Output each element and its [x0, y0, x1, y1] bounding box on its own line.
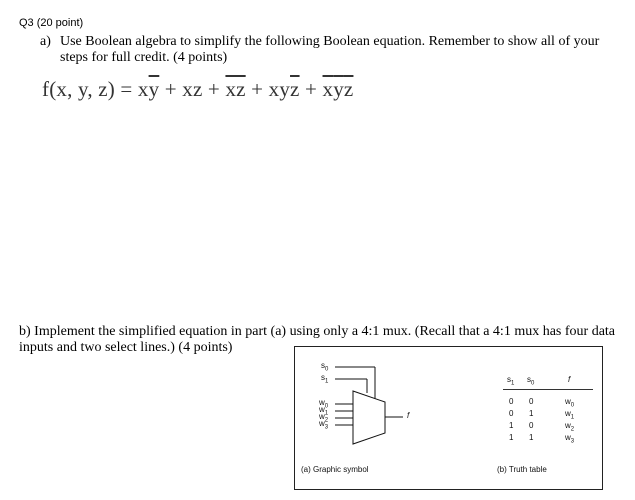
w1-label: $w_1$ — [319, 405, 329, 417]
eq-term3-bar: $\overline{xz}$ — [225, 77, 246, 101]
eq-term5-ybar: $\overline{y}$ — [333, 77, 344, 101]
tt-header-rule — [503, 389, 593, 390]
eq-lhs: f(x, y, z) = — [42, 77, 138, 101]
tt-row2-s1: 1 — [509, 421, 514, 430]
eq-term5-xbar: $\overline{x}$ — [322, 77, 334, 101]
mux-body — [353, 391, 385, 444]
eq-plus-4: + — [299, 77, 323, 101]
eq-term1-ybar: $\overline{y}$ — [148, 77, 160, 101]
output-f-label: f — [407, 411, 410, 420]
w3-label: $w_3$ — [319, 419, 329, 431]
boolean-equation — [42, 77, 353, 102]
mux-figure — [294, 346, 603, 490]
question-header: Q3 (20 point) — [19, 17, 84, 29]
eq-plus-1: + — [159, 77, 183, 101]
w0-label: $w_0$ — [319, 398, 329, 410]
eq-plus-2: + — [202, 77, 226, 101]
part-a-text-line2: steps for full credit. (4 points) — [60, 50, 228, 65]
eq-plus-3: + — [245, 77, 269, 101]
tt-header-s1: $s_1$ — [507, 375, 515, 387]
tt-header-f: f — [568, 375, 571, 384]
truth-table-caption: (b) Truth table — [497, 465, 547, 474]
tt-row3-s1: 1 — [509, 433, 514, 442]
tt-row0-s1: 0 — [509, 397, 514, 406]
tt-row0-f: $w_0$ — [565, 397, 575, 409]
part-b-text-line1: b) Implement the simplified equation in part (a) using only a 4:1 mux. (Recall that a 4:1 mux has four data — [19, 324, 616, 339]
s0-label: $s_0$ — [321, 361, 329, 373]
tt-row3-f: $w_3$ — [565, 433, 575, 445]
tt-row1-f: $w_1$ — [565, 409, 575, 421]
tt-row3-s0: 1 — [529, 433, 534, 442]
tt-row1-s0: 1 — [529, 409, 534, 418]
eq-term5-zbar: $\overline{z}$ — [343, 77, 354, 101]
tt-row1-s1: 0 — [509, 409, 514, 418]
part-a-text-line1: Use Boolean algebra to simplify the following Boolean equation. Remember to show all of your — [60, 34, 600, 49]
eq-term2: xz — [182, 77, 203, 101]
tt-header-s0: $s_0$ — [527, 375, 535, 387]
graphic-symbol-caption: (a) Graphic symbol — [301, 465, 369, 474]
part-a-label: a) — [40, 34, 51, 49]
tt-row2-f: $w_2$ — [565, 421, 575, 433]
eq-term4-xy: xy — [268, 77, 291, 101]
s1-label: $s_1$ — [321, 373, 329, 385]
tt-row2-s0: 0 — [529, 421, 534, 430]
eq-term1-x: x — [137, 77, 149, 101]
part-b-text-line2: inputs and two select lines.) (4 points) — [19, 340, 233, 355]
eq-term4-zbar: $\overline{z}$ — [290, 77, 300, 101]
tt-row0-s0: 0 — [529, 397, 534, 406]
w2-label: $w_2$ — [319, 412, 329, 424]
